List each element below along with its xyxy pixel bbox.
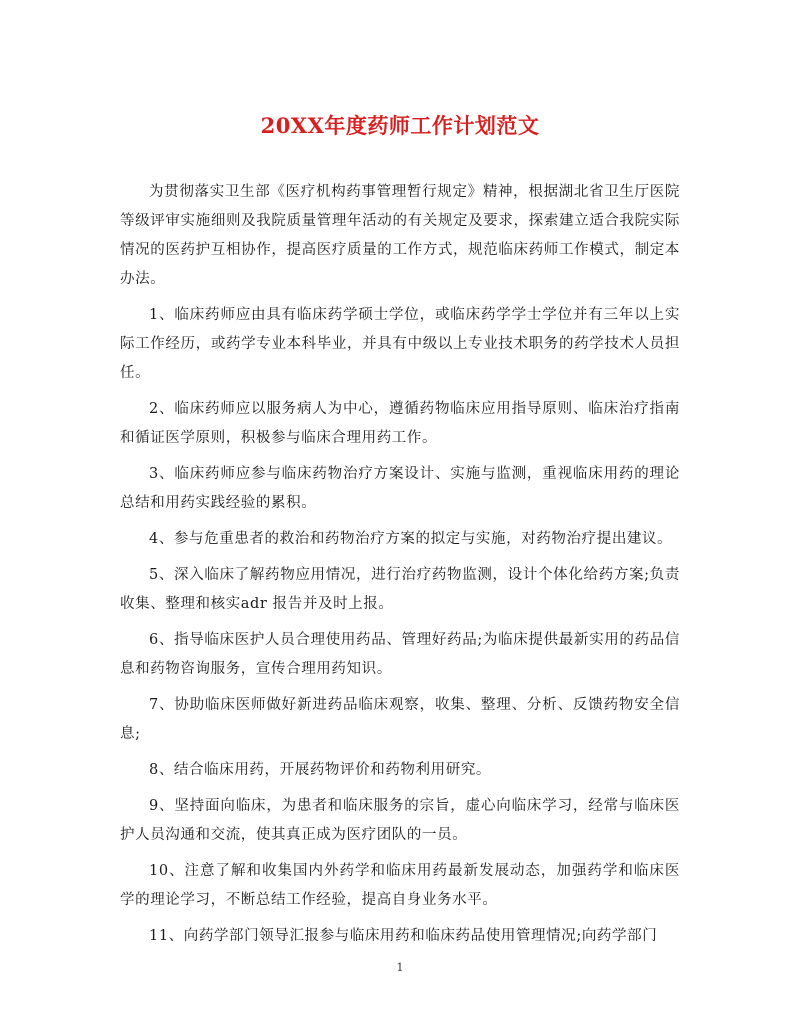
paragraph-item-7: 7、协助临床医师做好新进药品临床观察，收集、整理、分析、反馈药物安全信息; bbox=[120, 697, 680, 742]
document-title: 20XX年度药师工作计划范文 bbox=[260, 113, 540, 138]
paragraph-item-2: 2、临床药师应以服务病人为中心，遵循药物临床应用指导原则、临床治疗指南和循证医学原则，积极参与临床合理用药工作。 bbox=[120, 401, 680, 446]
paragraph-item-11: 11、向药学部门领导汇报参与临床用药和临床药品使用管理情况;向药学部门 bbox=[149, 928, 658, 944]
paragraph-item-8: 8、结合临床用药，开展药物评价和药物利用研究。 bbox=[149, 762, 492, 778]
page-number: 1 bbox=[396, 961, 404, 974]
paragraph-item-4: 4、参与危重患者的救治和药物治疗方案的拟定与实施，对药物治疗提出建议。 bbox=[149, 531, 673, 547]
paragraph-item-5: 5、深入临床了解药物应用情况，进行治疗药物监测，设计个体化给药方案;负责收集、整理和核实adr 报告并及时上报。 bbox=[120, 567, 680, 612]
paragraph-item-6: 6、指导临床医护人员合理使用药品、管理好药品;为临床提供最新实用的药品信息和药物咨询服务，宣传合理用药知识。 bbox=[120, 632, 680, 677]
document-body bbox=[120, 178, 680, 958]
paragraph-item-1: 1、临床药师应由具有临床药学硕士学位，或临床药学学士学位并有三年以上实际工作经历，或药学专业本科毕业，并具有中级以上专业技术职务的药学技术人员担任。 bbox=[120, 307, 680, 381]
paragraph-item-9: 9、坚持面向临床，为患者和临床服务的宗旨，虚心向临床学习，经常与临床医护人员沟通和交流，使其真正成为医疗团队的一员。 bbox=[120, 798, 680, 843]
paragraph-item-10: 10、注意了解和收集国内外药学和临床用药最新发展动态，加强药学和临床医学的理论学习，不断总结工作经验，提高自身业务水平。 bbox=[120, 863, 680, 908]
paragraph-intro: 为贯彻落实卫生部《医疗机构药事管理暂行规定》精神，根据湖北省卫生厅医院等级评审实施细则及我院质量管理年活动的有关规定及要求，探索建立适合我院实际情况的医药护互相协作，提高医疗质量的工作方式，规范临床药师工作模式，制定本办法。 bbox=[120, 184, 680, 287]
paragraph-item-3: 3、临床药师应参与临床药物治疗方案设计、实施与监测，重视临床用药的理论总结和用药实践经验的累积。 bbox=[120, 466, 680, 511]
